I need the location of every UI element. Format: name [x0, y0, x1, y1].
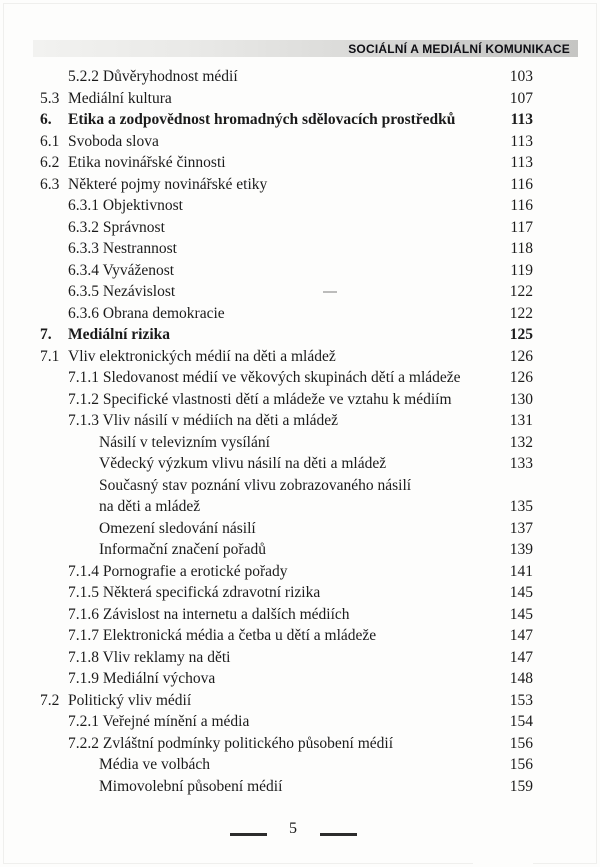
toc-entry [0, 66, 600, 88]
toc-entry [0, 518, 600, 540]
toc-entry-number: 5.3 [40, 89, 60, 107]
toc-entry [0, 109, 600, 131]
toc-entry-title: 7.1.1 Sledovanost médií ve věkových skupinách dětí a mládeže [68, 369, 461, 386]
toc-entry-number: 7. [40, 326, 52, 343]
toc-entry-number: 6. [40, 111, 52, 128]
toc-entry-title: 7.1.2 Specifické vlastnosti dětí a mládeže ve vztahu k médiím [68, 390, 452, 408]
toc-entry-title: 6.3.4 Vyváženost [68, 261, 175, 279]
toc-entry [0, 88, 600, 110]
toc-entry-title: Omezení sledování násilí [99, 519, 256, 537]
toc-entry-title: Informační značení pořadů [99, 541, 266, 558]
toc-entry [0, 776, 600, 798]
toc-page-number: 126 [473, 367, 533, 867]
toc-page-number: 145 [473, 604, 533, 867]
toc-entry [0, 625, 600, 647]
toc-entry [0, 281, 600, 303]
toc-entry [0, 668, 600, 690]
toc-page-number: 113 [473, 131, 533, 867]
toc-page-number: 137 [473, 518, 533, 867]
toc-entry-title: 7.1.5 Některá specifická zdravotní rizika [68, 584, 321, 601]
toc-entry-title: 6.3.5 Nezávislost [68, 283, 176, 300]
toc-entry [0, 647, 600, 669]
toc-page-number: 107 [473, 88, 533, 867]
toc-page-number: 122 [473, 303, 533, 867]
toc-entry-title: Mediální rizika [68, 326, 171, 343]
toc-entry [0, 238, 600, 260]
toc-entry-title: 7.1.7 Elektronická média a četba u dětí a mládeže [68, 627, 377, 644]
toc-entry [0, 410, 600, 432]
toc-page-number: 154 [473, 711, 533, 867]
toc-page-number: 148 [473, 668, 533, 867]
toc-entry [0, 561, 600, 583]
toc-page-number: 145 [473, 582, 533, 867]
toc-page-number: 141 [473, 561, 533, 867]
toc-page-number: 103 [473, 66, 533, 867]
toc-page-number: 118 [473, 238, 533, 867]
toc-page-number: 153 [473, 690, 533, 867]
page-number-rule-left [230, 833, 267, 836]
toc-page-number: 126 [473, 346, 533, 867]
scan-artifact-dash [323, 291, 337, 293]
toc-entry-title: Svoboda slova [68, 132, 159, 150]
page-number: 5 [289, 820, 297, 837]
toc-entry [0, 582, 600, 604]
toc-entry [0, 174, 600, 196]
toc-entry-title: Politický vliv médií [68, 691, 192, 709]
running-header-bar [33, 40, 578, 57]
toc-entry [0, 604, 600, 626]
toc-page-number: 122 [473, 281, 533, 867]
toc-page-number: 113 [473, 152, 533, 867]
toc-page-number: 116 [473, 174, 533, 867]
toc-entry [0, 303, 600, 325]
page-number-rule-right [320, 833, 357, 836]
toc-page-number: 132 [473, 432, 533, 867]
toc-page-number: 125 [473, 324, 533, 867]
toc-page-number: 113 [473, 109, 533, 867]
toc-entry [0, 389, 600, 411]
toc-entry-title: 7.1.9 Mediální výchova [68, 670, 216, 687]
toc-entry [0, 690, 600, 712]
toc-entry-title: 7.2.1 Veřejné mínění a média [68, 713, 250, 730]
toc-entry [0, 260, 600, 282]
running-header-title: SOCIÁLNÍ A MEDIÁLNÍ KOMUNIKACE [348, 41, 570, 56]
toc-entry [0, 217, 600, 239]
toc-entry-title: Násilí v televizním vysílání [99, 433, 270, 451]
page-footer [0, 818, 600, 850]
toc-entry-title: Mediální kultura [68, 89, 172, 107]
toc-page-number: 147 [473, 647, 533, 867]
toc-entry-title: 6.3.6 Obrana demokracie [68, 304, 225, 322]
toc-entry-title: Současný stav poznání vlivu zobrazovaného násilí [99, 476, 412, 494]
toc-entry-title: Média ve volbách [99, 756, 211, 773]
toc-entry-title: Etika novinářské činnosti [68, 154, 226, 171]
toc-entry-title: Mimovolební působení médií [99, 777, 283, 795]
toc-entry-number: 6.2 [40, 154, 60, 171]
toc-entry-title: 7.1.3 Vliv násilí v médiích na děti a mládež [68, 412, 339, 429]
toc-entry-title: Vědecký výzkum vlivu násilí na děti a mládež [99, 455, 387, 472]
toc-entry [0, 346, 600, 368]
toc-entry-title: Některé pojmy novinářské etiky [68, 175, 268, 193]
toc-page-number: 117 [473, 217, 533, 867]
toc-entry [0, 324, 600, 346]
toc-page-number: 119 [473, 260, 533, 867]
toc-page-number: 159 [473, 776, 533, 867]
toc-entry-title: 7.1.6 Závislost na internetu a dalších médiích [68, 605, 350, 623]
toc-entry [0, 195, 600, 217]
toc-entry [0, 131, 600, 153]
toc-entry [0, 367, 600, 389]
toc-entry-title: na děti a mládež [99, 498, 201, 515]
toc-page-number: 131 [473, 410, 533, 867]
toc-entry [0, 754, 600, 776]
toc-entry-number: 6.3 [40, 175, 60, 193]
toc-page-number: 135 [473, 496, 533, 518]
toc-entry-number: 6.1 [40, 132, 60, 150]
toc-page-number: 139 [473, 539, 533, 867]
toc-entry [0, 539, 600, 561]
toc-entry [0, 432, 600, 454]
toc-entry [0, 711, 600, 733]
toc-entry [0, 733, 600, 755]
toc-entry [0, 475, 600, 518]
toc-entry-title: 7.1.4 Pornografie a erotické pořady [68, 562, 288, 580]
toc-entry [0, 453, 600, 475]
toc-entry-number: 7.1 [40, 347, 60, 365]
toc-page-number: 116 [473, 195, 533, 867]
toc-page-number: 133 [473, 453, 533, 867]
toc [0, 66, 600, 797]
toc-entry-title: Vliv elektronických médií na děti a mládež [68, 347, 336, 365]
toc-entry-title: 6.3.3 Nestrannost [68, 240, 177, 257]
toc-entry-title: 6.3.2 Správnost [68, 218, 165, 236]
toc-entry-number: 7.2 [40, 691, 60, 709]
toc-entry-title: 7.2.2 Zvláštní podmínky politického působení médií [68, 734, 394, 752]
toc-entry-title: 7.1.8 Vliv reklamy na děti [68, 648, 231, 666]
toc-page-number: 130 [473, 389, 533, 867]
toc-entry-title: 6.3.1 Objektivnost [68, 197, 183, 214]
toc-entry [0, 152, 600, 174]
toc-page-number: 156 [473, 733, 533, 867]
toc-page-number: 147 [473, 625, 533, 867]
toc-entry-title: 5.2.2 Důvěryhodnost médií [68, 68, 238, 85]
toc-entry-title: Etika a zodpovědnost hromadných sdělovacích prostředků [68, 111, 456, 128]
toc-page-number: 156 [473, 754, 533, 867]
